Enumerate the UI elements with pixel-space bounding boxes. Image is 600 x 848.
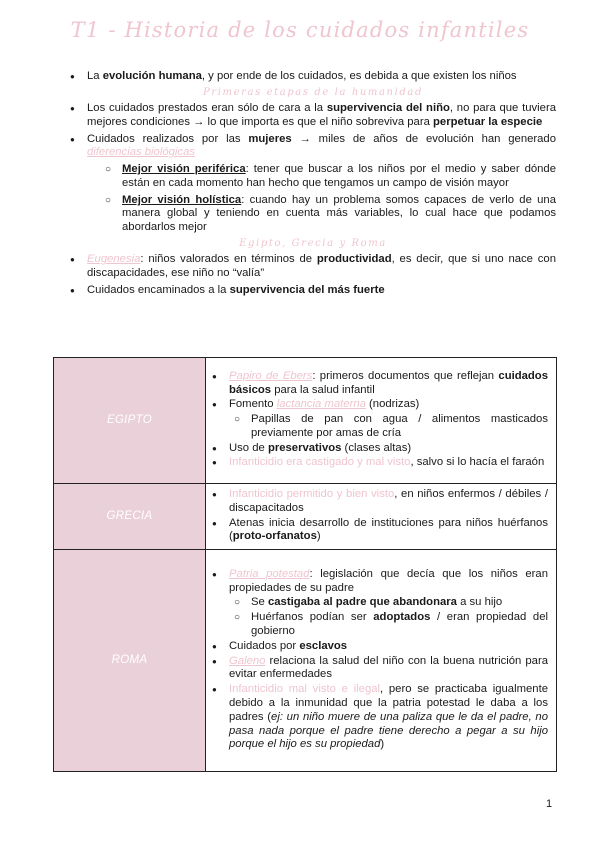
list-item: ● Cuidados por esclavos: [212, 640, 548, 654]
list-item: ● Papiro de Ebers: primeros documentos que reflejan cuidados básicos para la salud infantil: [212, 370, 548, 398]
list-item: ● Infanticidio mal visto e ilegal, pero se practicaba igualmente debido a la inmunidad que la patria potestad le daba a los padres (ej: un niño muere de una paliza que le da el padre, no pasa nada porque el padre tiene derecho a pegar a su hijo porque el hijo es su propiedad): [212, 683, 548, 752]
list-item: ● Infanticidio permitido y bien visto, en niños enfermos / débiles / discapacitados: [212, 488, 548, 516]
highlight-term: Eugenesia: [87, 253, 141, 266]
row-label-grecia: GRECIA: [54, 484, 206, 550]
sub-list-item: ○ Se castigaba al padre que abandonara a su hijo: [234, 596, 548, 610]
list-item: ● Fomento lactancia materna (nodrizas): [212, 398, 548, 412]
row-label-egipto: EGIPTO: [54, 358, 206, 484]
section-heading: Egipto, Grecia y Roma: [239, 238, 387, 249]
list-item: ● Cuidados encaminados a la supervivencia del más fuerte: [70, 284, 556, 298]
highlight-term: diferencias biológicas: [87, 146, 196, 159]
list-item: ● Los cuidados prestados eran sólo de cara a la supervivencia del niño, no para que tuviera mejores condiciones → lo que importa es que el niño sobreviva para perpetuar la especie: [70, 102, 556, 130]
sub-list-item: ○ Papillas de pan con agua / alimentos masticados previamente por amas de cría: [234, 413, 548, 441]
table-cell: [206, 484, 557, 550]
notes-body: [70, 70, 556, 301]
row-label-roma: ROMA: [54, 550, 206, 772]
page-title: T1 - Historia de los cuidados infantiles: [70, 18, 530, 42]
list-item: ● Eugenesia: niños valorados en términos de productividad, es decir, que si uno nace con discapacidades, ese niño no “valía”: [70, 253, 556, 281]
list-item: ● Patria potestad: legislación que decía que los niños eran propiedades de su padre: [212, 568, 548, 596]
list-item: ● Cuidados realizados por las mujeres → miles de años de evolución han generado diferencias biológicas: [70, 133, 556, 161]
civilizations-table: [53, 357, 557, 772]
table-cell: [206, 550, 557, 772]
sub-list-item: ○ Mejor visión periférica: tener que buscar a los niños por el medio y saber dónde están en cada momento han hecho que tengamos un campo de visión mayor: [105, 163, 556, 191]
list-item: ● Galeno relaciona la salud del niño con la buena nutrición para evitar enfermedades: [212, 655, 548, 683]
table-row: [54, 358, 557, 484]
sub-list-item: ○ Mejor visión holística: cuando hay un problema somos capaces de verlo de una manera global y teniendo en cuenta más variables, lo cual hace que podamos abordarlos mejor: [105, 194, 556, 235]
list-item: ● Infanticidio era castigado y mal visto, salvo si lo hacía el faraón: [212, 456, 548, 470]
section-heading: Primeras etapas de la humanidad: [203, 86, 423, 98]
page-number: 1: [546, 798, 553, 810]
list-item: ● Atenas inicia desarrollo de instituciones para niños huérfanos (proto-orfanatos): [212, 517, 548, 545]
list-item: ● La evolución humana, y por ende de los cuidados, es debida a que existen los niños: [70, 70, 556, 84]
sub-list-item: ○ Huérfanos podían ser adoptados / eran propiedad del gobierno: [234, 611, 548, 639]
table-row: [54, 484, 557, 550]
table-cell: [206, 358, 557, 484]
table-row: [54, 550, 557, 772]
list-item: ● Uso de preservativos (clases altas): [212, 442, 548, 456]
